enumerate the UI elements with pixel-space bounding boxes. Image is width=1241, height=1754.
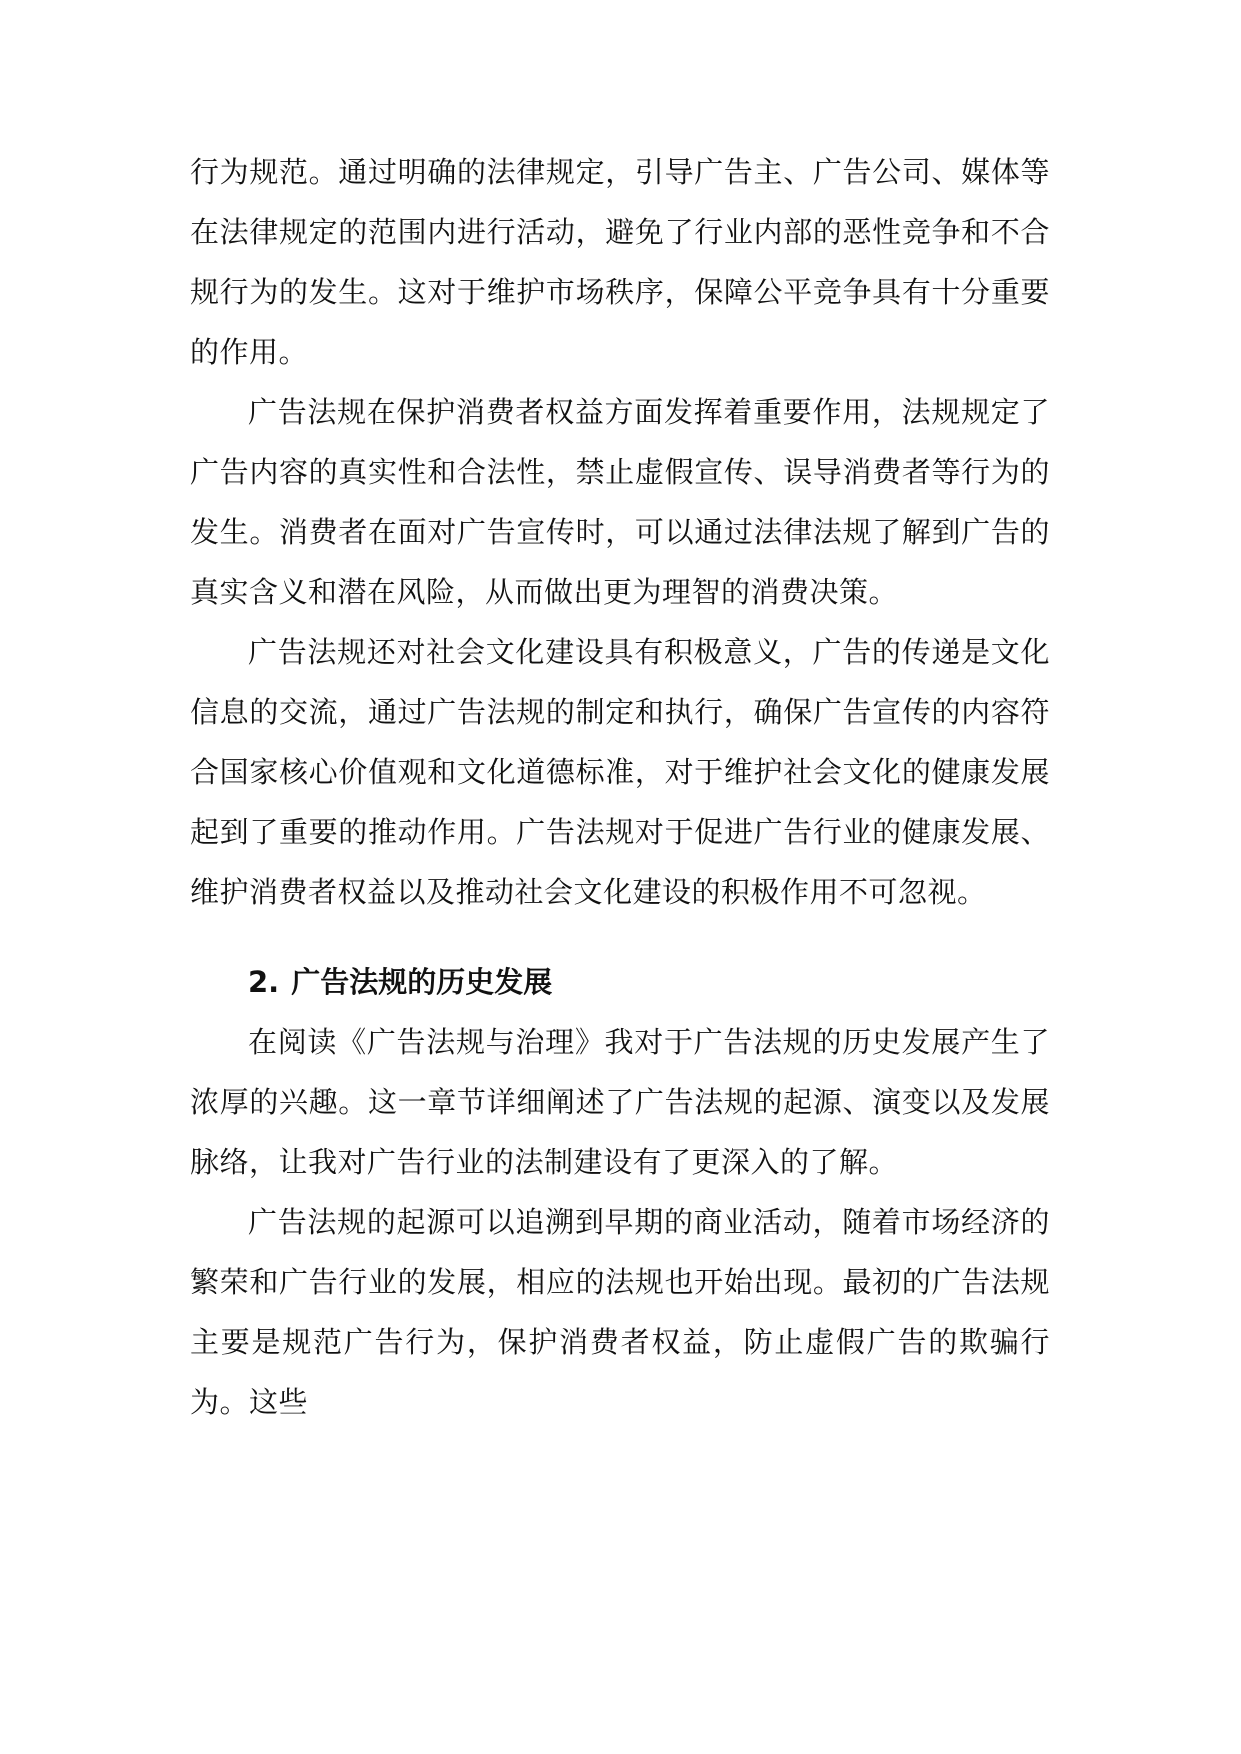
paragraph: 行为规范。通过明确的法律规定，引导广告主、广告公司、媒体等在法律规定的范围内进行活动，避免了行业内部的恶性竞争和不合规行为的发生。这对于维护市场秩序，保障公平竞争具有十分重要的作用。	[190, 155, 1050, 369]
section-number: 2.	[248, 965, 280, 999]
paragraph: 广告法规的起源可以追溯到早期的商业活动，随着市场经济的繁荣和广告行业的发展，相应的法规也开始出现。最初的广告法规主要是规范广告行为，保护消费者权益，防止虚假广告的欺骗行为。这些	[190, 1205, 1050, 1419]
paragraph: 广告法规在保护消费者权益方面发挥着重要作用，法规规定了广告内容的真实性和合法性，禁止虚假宣传、误导消费者等行为的发生。消费者在面对广告宣传时，可以通过法律法规了解到广告的真实含义和潜在风险，从而做出更为理智的消费决策。	[190, 395, 1050, 609]
section-title: 广告法规的历史发展	[291, 965, 553, 999]
section-heading	[190, 952, 1050, 1012]
paragraph: 广告法规还对社会文化建设具有积极意义，广告的传递是文化信息的交流，通过广告法规的制定和执行，确保广告宣传的内容符合国家核心价值观和文化道德标准，对于维护社会文化的健康发展起到了重要的推动作用。广告法规对于促进广告行业的健康发展、维护消费者权益以及推动社会文化建设的积极作用不可忽视。	[190, 635, 1050, 909]
paragraph: 在阅读《广告法规与治理》我对于广告法规的历史发展产生了浓厚的兴趣。这一章节详细阐述了广告法规的起源、演变以及发展脉络，让我对广告行业的法制建设有了更深入的了解。	[190, 1025, 1050, 1179]
document-body	[190, 142, 1050, 1432]
